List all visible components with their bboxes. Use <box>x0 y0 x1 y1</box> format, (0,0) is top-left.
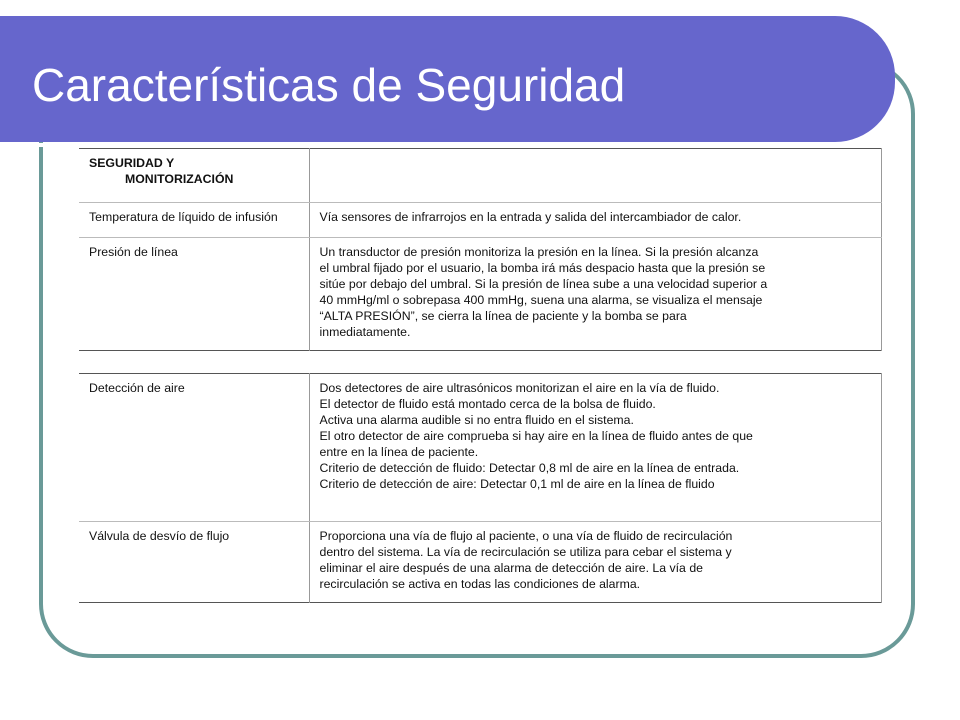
description-line: dentro del sistema. La vía de recirculación se utiliza para cebar el sistema y <box>319 545 732 559</box>
description-line: Criterio de detección de aire: Detectar 0,1 ml de aire en la línea de fluido <box>319 477 715 491</box>
table-row <box>79 374 882 522</box>
safety-table-2 <box>79 373 882 603</box>
table-header-row <box>79 149 882 203</box>
description-line: “ALTA PRESIÓN”, se cierra la línea de paciente y la bomba se para <box>319 309 687 323</box>
description-line: inmediatamente. <box>319 325 411 339</box>
description-line: El detector de fluido está montado cerca de la bolsa de fluido. <box>319 397 656 411</box>
row-description <box>309 522 882 603</box>
description-line: recirculación se activa en todas las condiciones de alarma. <box>319 577 641 591</box>
description-line: Criterio de detección de fluido: Detectar 0,8 ml de aire en la línea de entrada. <box>319 461 740 475</box>
description-line: sitúe por debajo del umbral. Si la presión de línea sube a una velocidad superior a <box>319 277 768 291</box>
description-line: eliminar el aire después de una alarma de detección de aire. La vía de <box>319 561 703 575</box>
description-line: Vía sensores de infrarrojos en la entrada y salida del intercambiador de calor. <box>319 210 742 224</box>
safety-table-1 <box>79 148 882 351</box>
row-label: Detección de aire <box>79 374 309 522</box>
title-underline <box>0 143 848 147</box>
table-row <box>79 238 882 351</box>
row-description <box>309 238 882 351</box>
description-line: 40 mmHg/ml o sobrepasa 400 mmHg, suena una alarma, se visualiza el mensaje <box>319 293 763 307</box>
description-line: entre en la línea de paciente. <box>319 445 479 459</box>
table-row <box>79 203 882 238</box>
header-line-1: SEGURIDAD Y <box>89 156 175 170</box>
row-label: Temperatura de líquido de infusión <box>79 203 309 238</box>
row-label: Válvula de desvío de flujo <box>79 522 309 603</box>
row-description <box>309 374 882 522</box>
description-line: Un transductor de presión monitoriza la presión en la línea. Si la presión alcanza <box>319 245 759 259</box>
row-description <box>309 203 882 238</box>
description-line: Proporciona una vía de flujo al paciente, o una vía de fluido de recirculación <box>319 529 733 543</box>
description-line: Dos detectores de aire ultrasónicos monitorizan el aire en la vía de fluido. <box>319 381 720 395</box>
description-line: Activa una alarma audible si no entra fluido en el sistema. <box>319 413 634 427</box>
description-line: el umbral fijado por el usuario, la bomba irá más despacio hasta que la presión se <box>319 261 766 275</box>
description-line: El otro detector de aire comprueba si hay aire en la línea de fluido antes de que <box>319 429 753 443</box>
header-cell <box>79 149 309 203</box>
header-empty-cell <box>309 149 882 203</box>
header-line-2: MONITORIZACIÓN <box>125 172 234 186</box>
slide-title: Características de Seguridad <box>32 59 626 111</box>
row-label: Presión de línea <box>79 238 309 351</box>
table-row <box>79 522 882 603</box>
title-bar <box>0 16 895 142</box>
